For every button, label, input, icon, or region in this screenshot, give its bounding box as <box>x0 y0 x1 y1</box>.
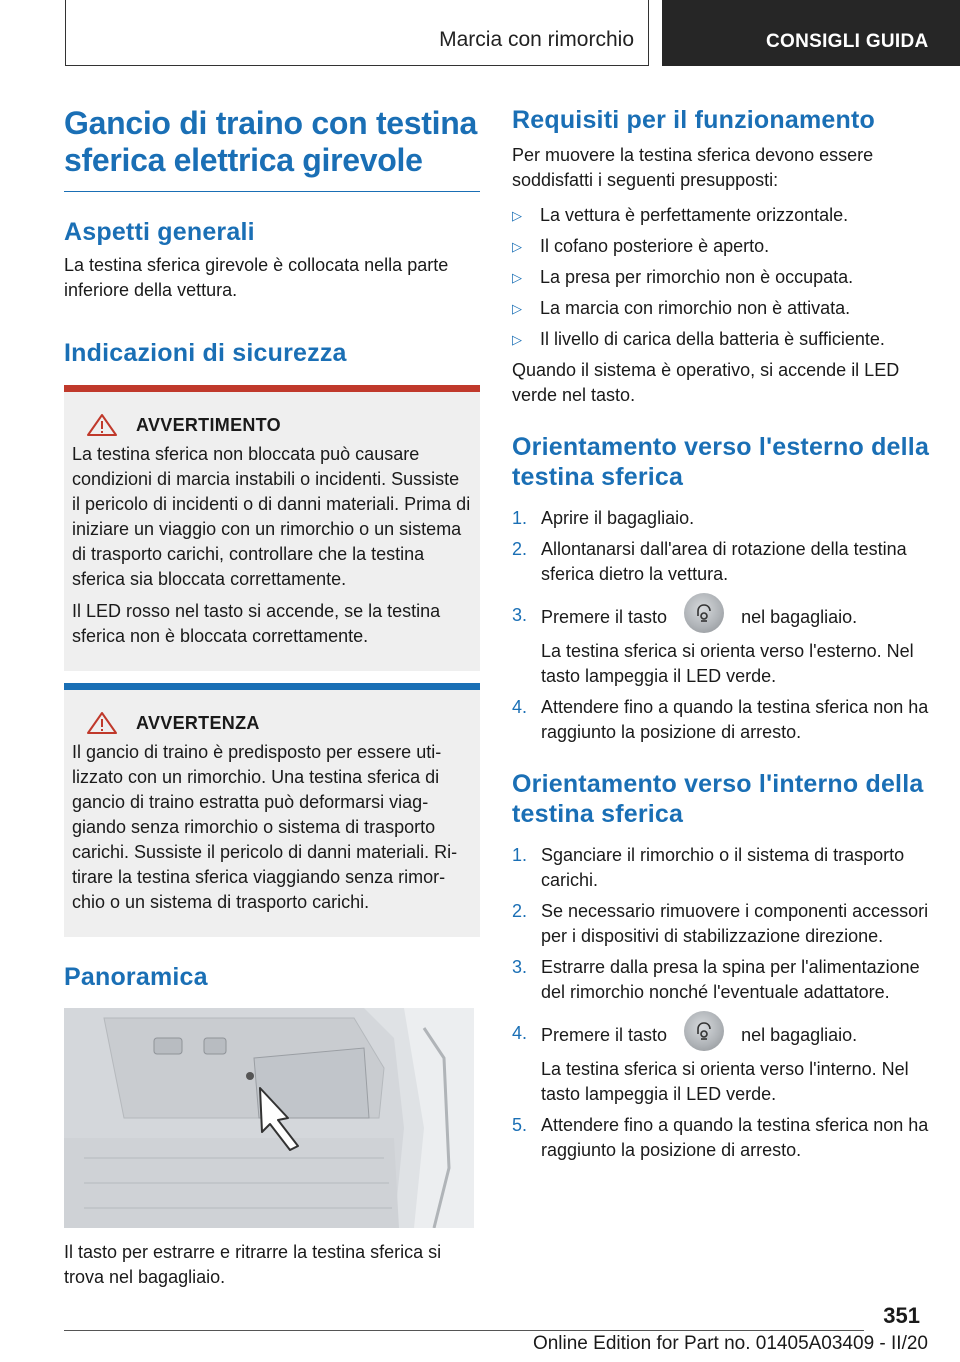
footer-divider <box>64 1330 864 1331</box>
list-item: ▷ Il livello di carica della batteria è sufficiente. <box>512 327 932 352</box>
step-item: 1. Aprire il bagagliaio. <box>512 508 695 528</box>
page-title: Gancio di traino con testina sferica elettrica girevole <box>64 105 477 178</box>
requirements-intro: Per muovere la testina sferica devono essere soddisfatti i seguenti presupposti: <box>512 145 874 190</box>
edition-note: Online Edition for Part no. 01405A03409 - II/20 <box>532 1333 928 1354</box>
trailer-hitch-button-icon <box>684 1011 724 1051</box>
outward-steps <box>512 506 932 745</box>
overview-heading: Panoramica <box>64 963 208 991</box>
inward-steps <box>512 843 932 1163</box>
notice-triangle-icon <box>86 711 118 735</box>
left-column <box>64 100 480 1290</box>
triangle-bullet-icon: ▷ <box>512 208 522 223</box>
triangle-bullet-icon: ▷ <box>512 332 522 347</box>
page-header <box>0 0 960 66</box>
notice-title: AVVERTENZA <box>136 712 260 733</box>
warning-box-avvertimento <box>64 385 480 671</box>
outward-heading: Orientamento verso l'esterno della testina sferica <box>512 433 930 491</box>
step-item: 5. Attendere fino a quando la testina sferica non ha raggiunto la posizione di arresto. <box>512 1115 929 1160</box>
list-item: ▷ Il cofano posteriore è aperto. <box>512 234 932 259</box>
trunk-illustration <box>64 1008 474 1228</box>
requirements-led-note: Quando il sistema è operativo, si accende il LED verde nel tasto. <box>512 360 900 405</box>
triangle-bullet-icon: ▷ <box>512 301 522 316</box>
list-item: ▷ La vettura è perfettamente orizzontale. <box>512 203 932 228</box>
trunk-photo <box>64 1008 474 1228</box>
list-item: ▷ La presa per rimorchio non è occupata. <box>512 265 932 290</box>
right-column <box>512 100 932 1169</box>
header-chapter-label: CONSIGLI GUIDA <box>766 31 929 52</box>
title-divider <box>64 191 480 192</box>
warning-title: AVVERTIMENTO <box>136 414 281 435</box>
general-text: La testina sferica girevole è collocata nella parte inferiore della vettura. <box>64 255 449 300</box>
general-heading: Aspetti generali <box>64 218 255 246</box>
page-number: 351 <box>883 1303 920 1328</box>
header-chapter-tab <box>662 0 960 66</box>
photo-caption: Il tasto per estrarre e ritrarre la testina sferica si trova nel bagagliaio. <box>64 1242 442 1287</box>
step-item: 3. Estrarre dalla presa la spina per l'alimentazione del rimorchio nonché l'eventuale adattatore. <box>512 957 920 1002</box>
step-item: 2. Allontanarsi dall'area di rotazione della testina sferica dietro la vettura. <box>512 539 907 584</box>
step-item: 4. Attendere fino a quando la testina sferica non ha raggiunto la posizione di arresto. <box>512 697 929 742</box>
inward-heading: Orientamento verso l'interno della testina sferica <box>512 770 924 828</box>
step-item: 3. Premere il tasto nel bagagliaio. La testina sferica si orienta verso l'esterno. Nel tasto lampeggia il LED verde. <box>512 603 932 689</box>
requirements-heading: Requisiti per il funzionamento <box>512 106 875 134</box>
step-item: 2. Se necessario rimuovere i componenti accessori per i dispositivi di stabilizzazione direzione. <box>512 901 929 946</box>
safety-heading: Indicazioni di sicurezza <box>64 339 347 367</box>
notice-text: Il gancio di traino è predisposto per essere utilizzato con un rimorchio. Una testina sferica di gancio di traino estratta può deformarsi viaggiando senza rimorchio o sistema di trasporto carichi. Sussiste il pericolo di danni materiali. Ritirare la testina sferica viaggiando senza rimorchio o un sistema di trasporto carichi. <box>72 742 458 912</box>
warning-text-led: Il LED rosso nel tasto si accende, se la testina sferica non è bloccata correttamente. <box>72 601 441 646</box>
list-item: ▷ La marcia con rimorchio non è attivata. <box>512 296 932 321</box>
header-section-title: Marcia con rimorchio <box>439 28 634 51</box>
step-item: 1. Sganciare il rimorchio o il sistema di trasporto carichi. <box>512 845 905 890</box>
requirements-list <box>512 203 932 352</box>
triangle-bullet-icon: ▷ <box>512 270 522 285</box>
trailer-hitch-button-icon <box>684 593 724 633</box>
warning-text: La testina sferica non bloccata può causare condizioni di marcia instabili o incidenti. Sussiste il pericolo di incidenti o di danni materiali. Prima di iniziare un viaggio con un rimorchio o un sistema di trasporto carichi, controllare che la testina sferica sia bloccata correttamente. <box>72 444 471 589</box>
step-item: 4. Premere il tasto nel bagagliaio. La testina sferica si orienta verso l'interno. Nel tasto lampeggia il LED verde. <box>512 1021 932 1107</box>
warning-triangle-icon <box>86 413 118 437</box>
triangle-bullet-icon: ▷ <box>512 239 522 254</box>
warning-box-avvertenza <box>64 683 480 937</box>
